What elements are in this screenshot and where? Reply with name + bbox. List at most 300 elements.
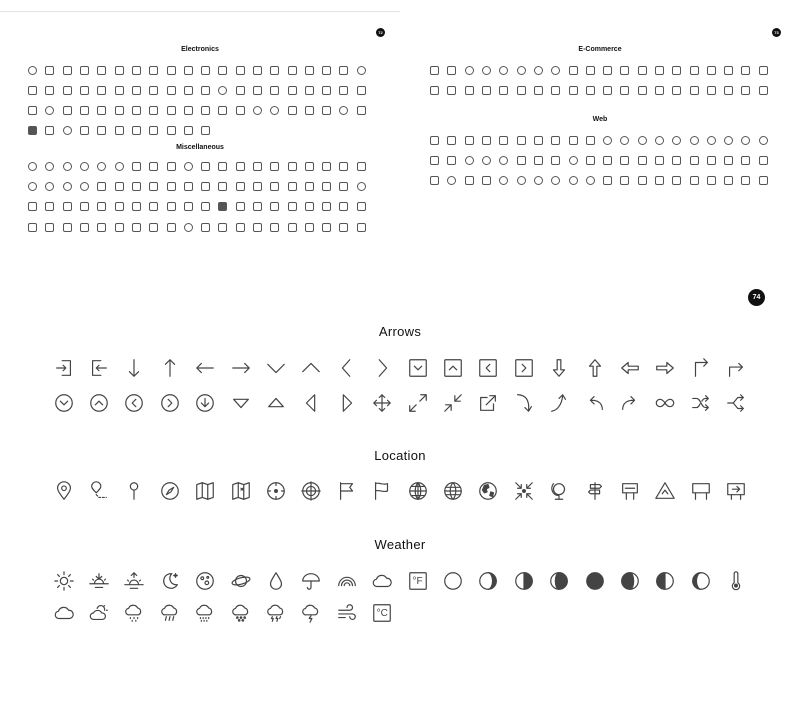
icon-cell <box>651 152 668 169</box>
icon-cell <box>110 178 127 195</box>
sun-icon <box>53 570 75 592</box>
icon-cell <box>283 219 300 236</box>
full-moon-icon <box>194 570 216 592</box>
icon-cell <box>249 198 266 215</box>
expand-icon <box>407 392 429 414</box>
icon-cell <box>41 82 58 99</box>
moon-waxing-crescent-icon <box>477 570 499 592</box>
page-number-73: 73 <box>772 28 781 37</box>
misc-row-3 <box>24 198 370 215</box>
section-title-location: Location <box>374 448 426 463</box>
icon-cell <box>24 178 41 195</box>
triangle-down-icon <box>230 392 252 414</box>
icon-cell <box>301 198 318 215</box>
icon-cell <box>46 473 81 509</box>
icon-cell <box>471 473 506 509</box>
icon-cell <box>720 82 737 99</box>
icon-cell <box>162 158 179 175</box>
web-row-2 <box>426 152 772 169</box>
cloud-snow-icon <box>230 602 252 624</box>
signpost-icon <box>584 480 606 502</box>
section-title-ecommerce: E-Commerce <box>578 46 622 53</box>
icon-cell <box>329 595 364 631</box>
icon-cell <box>400 385 435 421</box>
circle-chevron-up-icon <box>88 392 110 414</box>
chevron-left-icon <box>336 357 358 379</box>
icon-cell <box>301 62 318 79</box>
icon-cell <box>145 178 162 195</box>
icon-cell <box>283 102 300 119</box>
icon-cell <box>46 385 81 421</box>
external-link-icon <box>477 392 499 414</box>
icon-cell <box>599 132 616 149</box>
icon-cell <box>564 62 581 79</box>
icon-cell <box>512 132 529 149</box>
icon-cell <box>223 563 258 599</box>
icon-cell <box>461 172 478 189</box>
icon-cell <box>651 172 668 189</box>
icon-cell <box>506 385 541 421</box>
electronics-row-1 <box>24 62 370 79</box>
cloud-rain-icon <box>159 602 181 624</box>
moon-waning-gibbous-icon <box>619 570 641 592</box>
icon-cell <box>93 178 110 195</box>
icon-cell <box>564 132 581 149</box>
icon-cell <box>81 350 116 386</box>
icon-cell <box>512 62 529 79</box>
icon-cell <box>577 473 612 509</box>
icon-cell <box>335 219 352 236</box>
page-73 <box>402 0 800 210</box>
moon-last-quarter-icon <box>654 570 676 592</box>
icon-cell <box>294 595 329 631</box>
icon-cell <box>541 473 576 509</box>
icon-cell <box>152 385 187 421</box>
icon-cell <box>426 132 443 149</box>
icon-cell <box>634 62 651 79</box>
push-pin-icon <box>123 480 145 502</box>
sunrise-icon <box>123 570 145 592</box>
icon-cell <box>495 62 512 79</box>
triangle-right-icon <box>336 392 358 414</box>
icon-cell <box>110 198 127 215</box>
icon-cell <box>81 473 116 509</box>
misc-row-1 <box>24 158 370 175</box>
icon-cell <box>400 563 435 599</box>
desk-globe-icon <box>548 480 570 502</box>
icon-cell <box>128 219 145 236</box>
moon-waning-crescent-icon <box>690 570 712 592</box>
icon-cell <box>365 595 400 631</box>
icon-cell <box>266 158 283 175</box>
wind-icon <box>336 602 358 624</box>
icon-cell <box>249 178 266 195</box>
icon-cell <box>128 122 145 139</box>
icon-cell <box>301 219 318 236</box>
icon-cell <box>685 172 702 189</box>
icon-cell <box>512 172 529 189</box>
icon-cell <box>283 158 300 175</box>
icon-cell <box>41 178 58 195</box>
rainbow-icon <box>336 570 358 592</box>
split-icon <box>725 392 747 414</box>
icon-cell <box>180 198 197 215</box>
arrows-row-1 <box>46 350 754 386</box>
icon-cell <box>294 563 329 599</box>
icon-cell <box>197 102 214 119</box>
icon-cell <box>512 82 529 99</box>
circle-arrow-down-icon <box>194 392 216 414</box>
icon-cell <box>478 172 495 189</box>
billboard-icon <box>690 480 712 502</box>
icon-cell <box>223 595 258 631</box>
sign-out-icon <box>88 357 110 379</box>
raindrop-icon <box>265 570 287 592</box>
curved-arrow-down-icon <box>513 392 535 414</box>
icon-cell <box>506 473 541 509</box>
icon-cell <box>188 563 223 599</box>
icon-cell <box>93 198 110 215</box>
icon-cell <box>495 132 512 149</box>
icon-cell <box>737 152 754 169</box>
icon-cell <box>335 82 352 99</box>
icon-cell <box>59 219 76 236</box>
icon-cell <box>128 178 145 195</box>
reply-icon <box>584 392 606 414</box>
icon-cell <box>668 172 685 189</box>
icon-cell <box>582 82 599 99</box>
icon-cell <box>266 62 283 79</box>
chevron-down-icon <box>265 357 287 379</box>
icon-cell <box>110 82 127 99</box>
icon-cell <box>93 158 110 175</box>
icon-cell <box>755 172 772 189</box>
square-chevron-right-icon <box>513 357 535 379</box>
icon-cell <box>128 198 145 215</box>
icon-cell <box>24 102 41 119</box>
icon-cell <box>703 62 720 79</box>
icon-cell <box>197 62 214 79</box>
icon-cell <box>353 82 370 99</box>
icon-cell <box>651 62 668 79</box>
compass-icon <box>159 480 181 502</box>
board-sign-icon <box>619 480 641 502</box>
warning-sign-icon <box>654 480 676 502</box>
icon-cell <box>128 82 145 99</box>
icon-cell <box>426 172 443 189</box>
icon-cell <box>258 563 293 599</box>
electronics-row-4 <box>24 122 214 139</box>
icon-cell <box>76 198 93 215</box>
icon-cell <box>737 172 754 189</box>
icon-cell <box>258 350 293 386</box>
icon-cell <box>471 350 506 386</box>
icon-cell <box>266 178 283 195</box>
icon-cell <box>266 198 283 215</box>
icon-cell <box>223 473 258 509</box>
icon-cell <box>541 350 576 386</box>
icon-cell <box>249 158 266 175</box>
icon-cell <box>197 122 214 139</box>
icon-cell <box>294 385 329 421</box>
icon-cell <box>718 473 753 509</box>
weather-row-2 <box>46 595 400 631</box>
turn-up-right-icon <box>690 357 712 379</box>
icon-cell <box>197 158 214 175</box>
icon-cell <box>668 132 685 149</box>
icon-cell <box>93 219 110 236</box>
icon-cell <box>110 219 127 236</box>
icon-cell <box>232 198 249 215</box>
icon-cell <box>41 102 58 119</box>
bold-arrow-right-icon <box>654 357 676 379</box>
icon-cell <box>612 350 647 386</box>
section-title-electronics: Electronics <box>181 46 219 53</box>
icon-cell <box>685 132 702 149</box>
icon-cell <box>188 385 223 421</box>
icon-cell <box>461 152 478 169</box>
icon-cell <box>443 62 460 79</box>
cloud-icon <box>371 570 393 592</box>
loop-icon <box>654 392 676 414</box>
icon-cell <box>249 102 266 119</box>
icon-cell <box>461 82 478 99</box>
icon-cell <box>365 473 400 509</box>
flag-icon <box>336 480 358 502</box>
fahrenheit-label: °F <box>412 576 423 587</box>
icon-cell <box>76 122 93 139</box>
icon-cell <box>426 152 443 169</box>
map-pin-icon <box>53 480 75 502</box>
square-chevron-left-icon <box>477 357 499 379</box>
thermometer-icon <box>725 570 747 592</box>
icon-cell <box>188 595 223 631</box>
icon-cell <box>59 198 76 215</box>
weather-row-1 <box>46 563 754 599</box>
icon-cell <box>685 82 702 99</box>
icon-cell <box>755 152 772 169</box>
moon-new-icon <box>442 570 464 592</box>
icon-cell <box>582 152 599 169</box>
icon-cell <box>512 152 529 169</box>
icon-cell <box>335 62 352 79</box>
icon-cell <box>443 82 460 99</box>
icon-cell <box>616 82 633 99</box>
icon-cell <box>301 82 318 99</box>
route-pin-icon <box>88 480 110 502</box>
icon-cell <box>145 82 162 99</box>
icon-cell <box>353 198 370 215</box>
icon-cell <box>335 102 352 119</box>
icon-cell <box>318 198 335 215</box>
icon-cell <box>76 178 93 195</box>
icon-cell <box>471 385 506 421</box>
icon-cell <box>435 385 470 421</box>
forward-icon <box>619 392 641 414</box>
target-icon <box>265 480 287 502</box>
icon-cell <box>180 158 197 175</box>
icon-cell <box>318 82 335 99</box>
arrow-up-icon <box>159 357 181 379</box>
arrow-right-icon <box>230 357 252 379</box>
planet-icon <box>230 570 252 592</box>
icon-cell <box>117 385 152 421</box>
icon-cell <box>720 132 737 149</box>
icon-cell <box>117 350 152 386</box>
icon-cell <box>24 122 41 139</box>
icon-cell <box>737 132 754 149</box>
icon-cell <box>755 62 772 79</box>
icon-cell <box>258 385 293 421</box>
icon-cell <box>547 132 564 149</box>
icon-cell <box>249 62 266 79</box>
circle-chevron-left-icon <box>123 392 145 414</box>
icon-cell <box>461 132 478 149</box>
icon-cell <box>720 172 737 189</box>
icon-cell <box>110 158 127 175</box>
page-divider <box>0 11 400 12</box>
icon-cell <box>365 563 400 599</box>
icon-cell <box>318 178 335 195</box>
center-arrows-icon <box>513 480 535 502</box>
triangle-up-icon <box>265 392 287 414</box>
page-number-74: 74 <box>748 289 765 306</box>
icon-cell <box>530 172 547 189</box>
curved-arrow-up-icon <box>548 392 570 414</box>
icon-cell <box>232 158 249 175</box>
sunset-icon <box>88 570 110 592</box>
icon-cell <box>329 385 364 421</box>
icon-cell <box>258 595 293 631</box>
icon-cell <box>214 102 231 119</box>
icon-cell <box>612 385 647 421</box>
arrow-down-icon <box>123 357 145 379</box>
icon-cell <box>541 385 576 421</box>
icon-cell <box>612 563 647 599</box>
icon-cell <box>41 122 58 139</box>
icon-cell <box>616 62 633 79</box>
turn-right-icon <box>725 357 747 379</box>
celsius-label: °C <box>376 608 388 619</box>
icon-cell <box>145 219 162 236</box>
icon-cell <box>703 132 720 149</box>
map-icon <box>194 480 216 502</box>
icon-cell <box>668 82 685 99</box>
circle-chevron-right-icon <box>159 392 181 414</box>
icon-cell <box>81 563 116 599</box>
icon-cell <box>76 62 93 79</box>
icon-cell <box>283 62 300 79</box>
icon-cell <box>110 62 127 79</box>
icon-cell <box>530 82 547 99</box>
icon-cell <box>128 62 145 79</box>
cloud-lightning-icon <box>300 602 322 624</box>
icon-cell <box>435 350 470 386</box>
icon-cell <box>197 219 214 236</box>
icon-cell <box>329 473 364 509</box>
icon-cell <box>152 563 187 599</box>
icon-cell <box>162 219 179 236</box>
icon-cell <box>188 473 223 509</box>
icon-cell <box>180 82 197 99</box>
icon-cell <box>249 219 266 236</box>
icon-cell <box>214 62 231 79</box>
icon-cell <box>145 158 162 175</box>
flag-wave-icon <box>371 480 393 502</box>
icon-cell <box>495 152 512 169</box>
chevron-right-icon <box>371 357 393 379</box>
cloud-showers-icon <box>194 602 216 624</box>
icon-cell <box>683 563 718 599</box>
electronics-row-3 <box>24 102 370 119</box>
icon-cell <box>634 172 651 189</box>
icon-cell <box>461 62 478 79</box>
misc-row-2 <box>24 178 370 195</box>
icon-cell <box>582 172 599 189</box>
umbrella-icon <box>300 570 322 592</box>
icon-cell <box>718 350 753 386</box>
icon-cell <box>353 62 370 79</box>
icon-cell <box>76 82 93 99</box>
icon-cell <box>471 563 506 599</box>
icon-cell <box>353 219 370 236</box>
icon-cell <box>435 563 470 599</box>
icon-cell <box>577 350 612 386</box>
direction-board-icon <box>725 480 747 502</box>
icon-cell <box>683 350 718 386</box>
icon-cell <box>117 595 152 631</box>
triangle-left-icon <box>300 392 322 414</box>
icon-cell <box>495 82 512 99</box>
section-title-weather: Weather <box>374 537 426 552</box>
icon-cell <box>318 62 335 79</box>
icon-cell <box>117 563 152 599</box>
icon-cell <box>547 82 564 99</box>
icon-cell <box>162 102 179 119</box>
icon-cell <box>197 178 214 195</box>
icon-cell <box>93 122 110 139</box>
icon-cell <box>232 82 249 99</box>
page-number-72: 72 <box>376 28 385 37</box>
page-74 <box>0 272 800 717</box>
icon-cell <box>426 62 443 79</box>
icon-cell <box>59 178 76 195</box>
icon-cell <box>266 102 283 119</box>
icon-cell <box>564 172 581 189</box>
ecommerce-row-1 <box>426 62 772 79</box>
icon-cell <box>93 62 110 79</box>
icon-cell <box>249 82 266 99</box>
icon-cell <box>737 82 754 99</box>
icon-cell <box>93 102 110 119</box>
icon-cell <box>214 158 231 175</box>
page-72 <box>0 12 400 262</box>
icon-cell <box>365 350 400 386</box>
icon-cell <box>547 172 564 189</box>
section-title-arrows: Arrows <box>378 324 422 339</box>
icon-cell <box>93 82 110 99</box>
icon-cell <box>110 102 127 119</box>
icon-cell <box>478 82 495 99</box>
section-title-miscellaneous: Miscellaneous <box>176 144 224 151</box>
icon-cell <box>266 82 283 99</box>
icon-cell <box>478 62 495 79</box>
icon-cell <box>180 102 197 119</box>
icon-cell <box>81 595 116 631</box>
icon-cell <box>720 62 737 79</box>
icon-cell <box>478 132 495 149</box>
icon-cell <box>530 152 547 169</box>
